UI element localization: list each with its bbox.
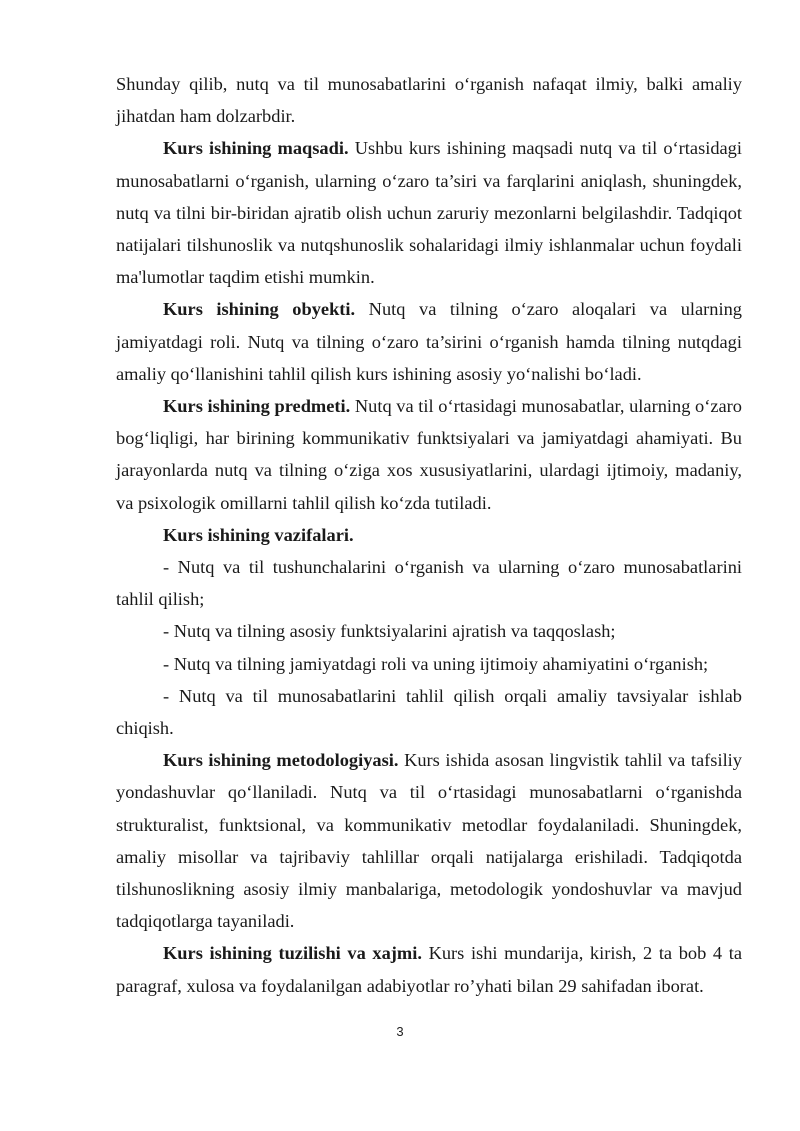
page-number: 3 — [396, 1024, 404, 1039]
maqsad-paragraph — [116, 132, 742, 293]
vazifa-item-text: - Nutq va til tushunchalarini o‘rganish va ularning o‘zaro munosabatlarini tahlil qilish; — [116, 557, 742, 610]
vazifalar-heading: Kurs ishining vazifalari. — [163, 524, 354, 545]
vazifa-item-text: - Nutq va tilning asosiy funktsiyalarini ajratish va taqqoslash; — [163, 621, 616, 642]
obyekt-heading: Kurs ishining obyekti. — [163, 299, 356, 320]
vazifa-item — [116, 680, 742, 744]
obyekt-text: Nutq va tilning o‘zaro aloqalari va ularning jamiyatdagi roli. Nutq va tilning o‘zaro ta’sirini o‘rganish hamda tilning nutqdagi amaliy qo‘llanishini tahlil qilish kurs ishining asosiy yo‘nalishi bo‘ladi. — [116, 299, 742, 384]
metodologiya-heading: Kurs ishining metodologiyasi. — [163, 750, 399, 771]
document-page — [116, 68, 742, 1002]
vazifa-item-text: - Nutq va tilning jamiyatdagi roli va uning ijtimoiy ahamiyatini o‘rganish; — [163, 653, 709, 674]
vazifa-item — [116, 648, 742, 680]
vazifalar-paragraph — [116, 519, 742, 551]
tuzilish-heading: Kurs ishining tuzilishi va xajmi. — [163, 943, 422, 964]
maqsad-text: Ushbu kurs ishining maqsadi nutq va til o‘rtasidagi munosabatlarni o‘rganish, ularning o‘zaro ta’siri va farqlarini aniqlash, shuningdek, nutq va tilni bir-biridan ajratib olish uchun zaruriy mezonlarni belgilashdir. Tadqiqot natijalari tilshunoslik va nutqshunoslik sohalaridagi ilmiy ishlanmalar uchun foydali ma'lumotlar taqdim etishi mumkin. — [116, 138, 742, 288]
predmet-text: Nutq va til o‘rtasidagi munosabatlar, ularning o‘zaro bog‘liqligi, har birining kommunikativ funktsiyalari va jamiyatdagi ahamiyati. Bu jarayonlarda nutq va tilning o‘ziga xos xususiyatlarini, ulardagi ijtimoiy, madaniy, va psixologik omillarni tahlil qilish ko‘zda tutiladi. — [116, 396, 742, 513]
maqsad-heading: Kurs ishining maqsadi. — [163, 138, 349, 159]
vazifa-item — [116, 551, 742, 615]
vazifa-item-text: - Nutq va til munosabatlarini tahlil qilish orqali amaliy tavsiyalar ishlab chiqish. — [116, 685, 742, 739]
intro-paragraph — [116, 68, 742, 132]
predmet-heading: Kurs ishining predmeti. — [163, 396, 351, 417]
predmet-paragraph — [116, 390, 742, 519]
obyekt-paragraph — [116, 293, 742, 390]
metodologiya-paragraph — [116, 744, 742, 937]
metodologiya-text: Kurs ishida asosan lingvistik tahlil va tafsiliy yondashuvlar qo‘llaniladi. Nutq va til o‘rtasidagi munosabatlarni o‘rganishda strukturalist, funktsional, va kommunikativ metodlar foydalaniladi. Shuningdek, amaliy misollar va tajribaviy tahlillar orqali natijalarga erishiladi. Tadqiqotda tilshunoslikning asosiy ilmiy manbalariga, metodologik yondoshuvlar va mavjud tadqiqotlarga tayaniladi. — [116, 750, 742, 932]
intro-text: Shunday qilib, nutq va til munosabatlarini o‘rganish nafaqat ilmiy, balki amaliy jihatdan ham dolzarbdir. — [116, 74, 742, 127]
vazifa-item — [116, 615, 742, 647]
tuzilish-paragraph — [116, 937, 742, 1001]
tuzilish-text: Kurs ishi mundarija, kirish, 2 ta bob 4 ta paragraf, xulosa va foydalanilgan adabiyotlar ro’yhati bilan 29 sahifadan iborat. — [116, 943, 742, 996]
